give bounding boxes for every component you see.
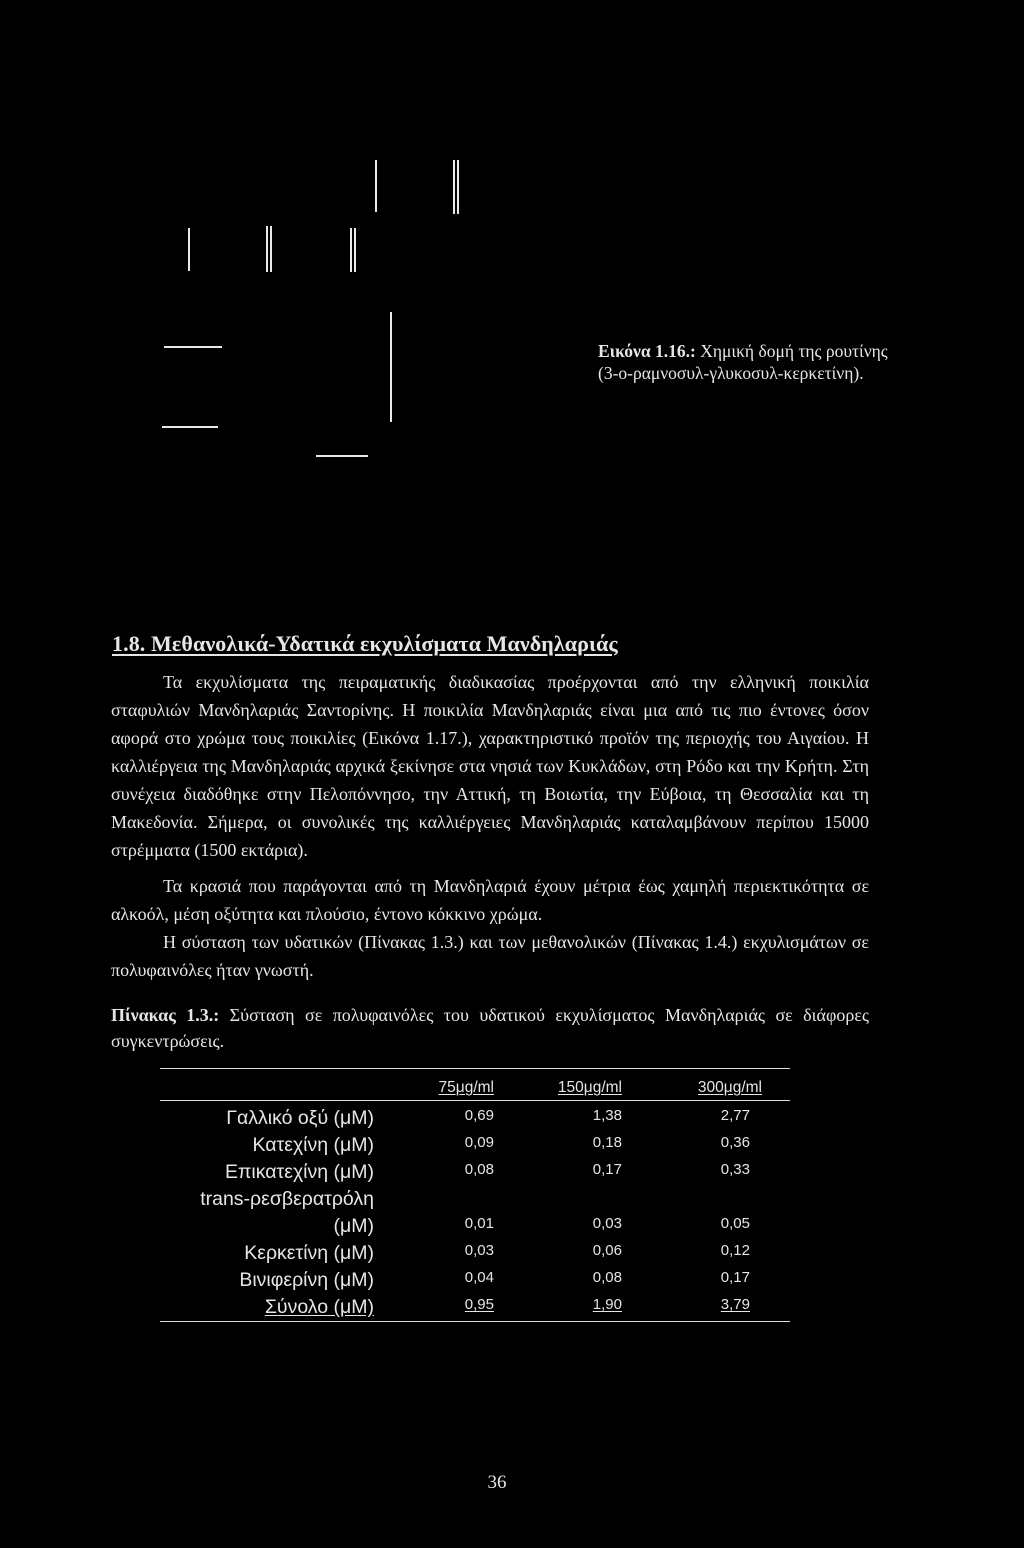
structure-bond (453, 160, 455, 214)
table-cell: 0,36 (720, 1134, 750, 1151)
structure-bond (162, 426, 218, 428)
table-cell: 0,17 (720, 1269, 750, 1286)
table-cell: 0,09 (464, 1134, 494, 1151)
row-label: Σύνολο (μM) (264, 1296, 374, 1318)
table-cell: 2,77 (720, 1107, 750, 1124)
table-cell: 0,95 (464, 1296, 494, 1313)
table-row (160, 1215, 790, 1242)
row-label: Επικατεχίνη (μM) (224, 1161, 374, 1183)
row-label: Κερκετίνη (μM) (244, 1242, 374, 1264)
section-heading: 1.8. Μεθανολικά-Υδατικά εκχυλίσματα Μανδηλαριάς (112, 631, 618, 656)
polyphenol-table (160, 1068, 790, 1322)
figure-caption-label: Εικόνα 1.16.: (598, 341, 696, 361)
row-label: (μM) (333, 1215, 374, 1237)
table-cell: 0,06 (592, 1242, 622, 1259)
row-label: Βινιφερίνη (μM) (239, 1269, 374, 1291)
figure-caption-text: Χημική δομή της ρουτίνης (3-ο-ραμνοσυλ-γλυκοσυλ-κερκετίνη). (598, 341, 888, 383)
table-cell: 0,18 (592, 1134, 622, 1151)
structure-bond (270, 226, 272, 272)
structure-bond (266, 226, 268, 272)
paragraph-3: Η σύσταση των υδατικών (Πίνακας 1.3.) και των μεθανολικών (Πίνακας 1.4.) εκχυλισμάτων σε πολυφαινόλες ήταν γνωστή. (111, 932, 869, 980)
table-caption-text: Σύσταση σε πολυφαινόλες του υδατικού εκχυλίσματος Μανδηλαριάς σε διάφορες συγκεντρώσεις. (111, 1005, 869, 1051)
structure-bond (457, 160, 459, 214)
structure-bond (164, 346, 222, 348)
row-label: Κατεχίνη (μM) (252, 1134, 374, 1156)
table-cell: 0,08 (592, 1269, 622, 1286)
table-caption (111, 1002, 869, 1054)
structure-bond (316, 455, 368, 457)
table-row (160, 1188, 790, 1215)
column-header: 75μg/ml (438, 1079, 494, 1096)
table-cell: 0,03 (464, 1242, 494, 1259)
table-cell: 1,90 (592, 1296, 622, 1313)
structure-bond (390, 312, 392, 422)
table-cell: 0,33 (720, 1161, 750, 1178)
table-cell: 3,79 (720, 1296, 750, 1313)
figure-caption (598, 340, 898, 384)
table-cell: 0,08 (464, 1161, 494, 1178)
structure-bond (375, 160, 377, 212)
table-cell: 0,17 (592, 1161, 622, 1178)
paragraph-2: Τα κρασιά που παράγονται από τη Μανδηλαριά έχουν μέτρια έως χαμηλή περιεκτικότητα σε αλκοόλ, μέση οξύτητα και πλούσιο, έντονο κόκκινο χρώμα. (111, 876, 869, 924)
table-caption-label: Πίνακας 1.3.: (111, 1005, 220, 1025)
table-row (160, 1242, 790, 1269)
structure-bond (350, 228, 352, 272)
table-header-row (160, 1079, 790, 1106)
column-header: 300μg/ml (697, 1079, 762, 1096)
table-row (160, 1161, 790, 1188)
table-cell: 1,38 (592, 1107, 622, 1124)
structure-bond (188, 228, 190, 271)
table-cell: 0,05 (720, 1215, 750, 1232)
column-header: 150μg/ml (557, 1079, 622, 1096)
table-cell: 0,01 (464, 1215, 494, 1232)
table-total-row (160, 1296, 790, 1323)
row-label: Γαλλικό οξύ (μM) (226, 1107, 374, 1129)
table-cell: 0,04 (464, 1269, 494, 1286)
table-row (160, 1107, 790, 1134)
table-cell: 0,03 (592, 1215, 622, 1232)
paragraph-1: Τα εκχυλίσματα της πειραματικής διαδικασίας προέρχονται από την ελληνική ποικιλία σταφυλιών Μανδηλαριάς Σαντορίνης. Η ποικιλία Μανδηλαριάς είναι μια από τις πιο έντονες όσον αφορά στο χρώμα τους ποικιλίες (Εικόνα 1.17.), χαρακτηριστικό προϊόν της περιοχής του Αιγαίου. Η καλλιέργεια της Μανδηλαριάς αρχικά ξεκίνησε στα νησιά των Κυκλάδων, στη Ρόδο και την Κρήτη. Στη συνέχεια διαδόθηκε στην Πελοπόννησο, την Αττική, τη Βοιωτία, την Εύβοια, τη Θεσσαλία και τη Μακεδονία. Σήμερα, οι συνολικές της καλλιέργειες Μανδηλαριάς καταλαμβάνουν περίπου 15000 στρέμματα (1500 εκτάρια). (111, 672, 869, 860)
structure-bond (354, 228, 356, 272)
table-row (160, 1269, 790, 1296)
table-cell: 0,12 (720, 1242, 750, 1259)
table-row (160, 1134, 790, 1161)
row-label: trans-ρεσβερατρόλη (200, 1188, 374, 1210)
table-cell: 0,69 (464, 1107, 494, 1124)
page-number: 36 (487, 1472, 507, 1493)
